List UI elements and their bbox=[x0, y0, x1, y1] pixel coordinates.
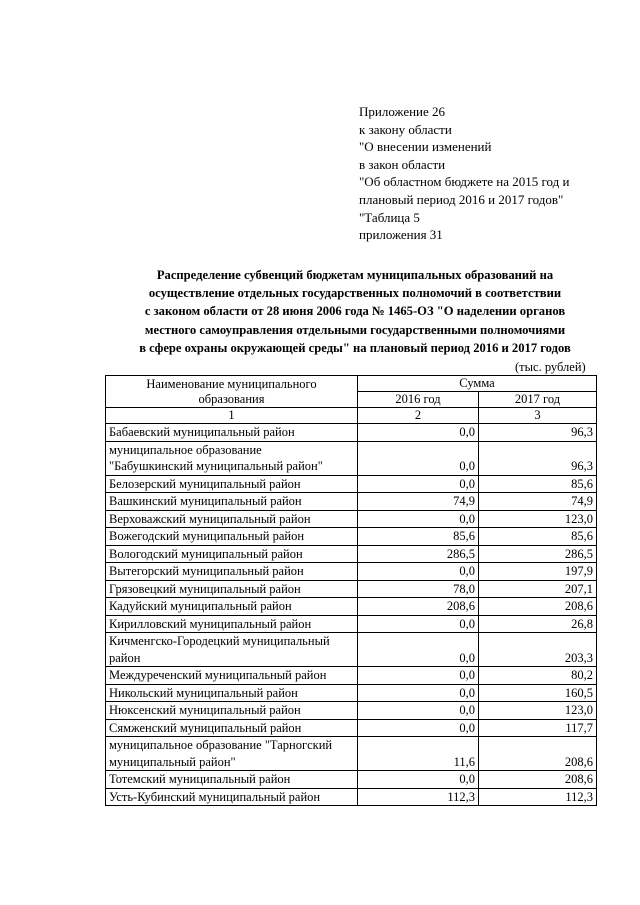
table-row bbox=[106, 633, 597, 667]
table-row bbox=[106, 528, 597, 546]
table-row bbox=[106, 719, 597, 737]
value-2016: 0,0 bbox=[358, 510, 479, 528]
municipality-name-line: Кичменгско-Городецкий муниципальный bbox=[109, 634, 330, 648]
municipality-name bbox=[106, 633, 358, 667]
municipality-name bbox=[106, 545, 358, 563]
value-2017: 117,7 bbox=[479, 719, 597, 737]
table-row bbox=[106, 598, 597, 616]
value-2017: 208,6 bbox=[479, 598, 597, 616]
table-row bbox=[106, 788, 597, 806]
value-2016: 0,0 bbox=[358, 633, 479, 667]
table-body bbox=[106, 424, 597, 806]
value-2017: 96,3 bbox=[479, 441, 597, 475]
municipality-name-line: Вожегодский муниципальный район bbox=[109, 529, 305, 543]
table-row bbox=[106, 580, 597, 598]
subsidy-table bbox=[105, 375, 597, 806]
value-2016: 0,0 bbox=[358, 702, 479, 720]
value-2017: 160,5 bbox=[479, 684, 597, 702]
table-row bbox=[106, 737, 597, 771]
municipality-name-line: Бабаевский муниципальный район bbox=[109, 425, 295, 439]
header-line: плановый период 2016 и 2017 годов" bbox=[359, 191, 564, 207]
municipality-name-line: Нюксенский муниципальный район bbox=[109, 703, 301, 717]
header-line: "Таблица 5 bbox=[359, 209, 420, 225]
municipality-name bbox=[106, 510, 358, 528]
municipality-name bbox=[106, 580, 358, 598]
value-2017: 85,6 bbox=[479, 475, 597, 493]
value-2017: 85,6 bbox=[479, 528, 597, 546]
value-2017: 203,3 bbox=[479, 633, 597, 667]
table-index-row bbox=[106, 408, 597, 424]
municipality-name-line: Сямженский муниципальный район bbox=[109, 720, 302, 735]
municipality-name bbox=[106, 424, 358, 442]
column-header-name-line: Наименование муниципального bbox=[146, 376, 317, 391]
units-label: (тыс. рублей) bbox=[515, 360, 586, 374]
table-row bbox=[106, 563, 597, 581]
table-row bbox=[106, 771, 597, 789]
municipality-name-line: Никольский муниципальный район bbox=[109, 685, 298, 700]
header-line: в закон области bbox=[359, 156, 446, 172]
document-title bbox=[60, 266, 640, 357]
table-row bbox=[106, 615, 597, 633]
value-2016: 11,6 bbox=[358, 737, 479, 771]
municipality-name bbox=[106, 737, 358, 771]
value-2017: 96,3 bbox=[479, 424, 597, 442]
municipality-name-line: Междуреченский муниципальный район bbox=[109, 668, 327, 682]
value-2017: 207,1 bbox=[479, 580, 597, 598]
value-2016: 0,0 bbox=[358, 475, 479, 493]
table-row bbox=[106, 493, 597, 511]
value-2016: 0,0 bbox=[358, 719, 479, 737]
title-line: осуществление отдельных государственных полномочий в соответствии bbox=[148, 286, 562, 301]
municipality-name bbox=[106, 528, 358, 546]
value-2016: 0,0 bbox=[358, 771, 479, 789]
header-line: "О внесении изменений bbox=[359, 139, 492, 155]
table-row bbox=[106, 424, 597, 442]
municipality-name bbox=[106, 788, 358, 806]
municipality-name bbox=[106, 615, 358, 633]
municipality-name bbox=[106, 598, 358, 616]
value-2017: 74,9 bbox=[479, 493, 597, 511]
value-2017: 112,3 bbox=[479, 788, 597, 806]
table-row bbox=[106, 545, 597, 563]
value-2016: 0,0 bbox=[358, 667, 479, 685]
municipality-name bbox=[106, 441, 358, 475]
header-line: Приложение 26 bbox=[359, 104, 446, 119]
table-row bbox=[106, 475, 597, 493]
table-row bbox=[106, 441, 597, 475]
value-2016: 74,9 bbox=[358, 493, 479, 511]
value-2016: 78,0 bbox=[358, 580, 479, 598]
title-line: с законом области от 28 июня 2006 года № 1465-ОЗ "О наделении органов bbox=[144, 304, 566, 319]
column-header-name bbox=[106, 376, 358, 408]
column-index: 2 bbox=[358, 408, 479, 424]
table-header-row bbox=[106, 376, 597, 392]
municipality-name-line: Усть-Кубинский муниципальный район bbox=[109, 789, 321, 804]
value-2016: 112,3 bbox=[358, 788, 479, 806]
municipality-name bbox=[106, 719, 358, 737]
municipality-name-line: Верховажский муниципальный район bbox=[109, 511, 311, 526]
value-2016: 0,0 bbox=[358, 424, 479, 442]
municipality-name bbox=[106, 771, 358, 789]
municipality-name bbox=[106, 667, 358, 685]
municipality-name-line: Кирилловский муниципальный район bbox=[109, 616, 312, 631]
value-2017: 197,9 bbox=[479, 563, 597, 581]
column-index: 1 bbox=[106, 408, 358, 424]
value-2016: 0,0 bbox=[358, 563, 479, 581]
municipality-name-line: район bbox=[109, 650, 141, 665]
value-2017: 123,0 bbox=[479, 702, 597, 720]
value-2016: 208,6 bbox=[358, 598, 479, 616]
appendix-header bbox=[359, 103, 570, 244]
value-2016: 0,0 bbox=[358, 615, 479, 633]
column-header-2017: 2017 год bbox=[479, 392, 597, 408]
municipality-name bbox=[106, 475, 358, 493]
municipality-name bbox=[106, 684, 358, 702]
header-line: "Об областном бюджете на 2015 год и bbox=[359, 174, 570, 190]
municipality-name-line: Вашкинский муниципальный район bbox=[109, 494, 302, 508]
municipality-name-line: Вологодский муниципальный район bbox=[109, 546, 303, 561]
municipality-name-line: Вытегорский муниципальный район bbox=[109, 564, 304, 578]
municipality-name bbox=[106, 563, 358, 581]
value-2016: 0,0 bbox=[358, 684, 479, 702]
municipality-name-line: муниципальное образование "Тарногский bbox=[109, 738, 333, 752]
table-row bbox=[106, 667, 597, 685]
table-row bbox=[106, 702, 597, 720]
value-2017: 208,6 bbox=[479, 771, 597, 789]
municipality-name-line: муниципальное образование bbox=[109, 442, 262, 457]
municipality-name-line: Грязовецкий муниципальный район bbox=[109, 581, 301, 596]
municipality-name bbox=[106, 493, 358, 511]
table-row bbox=[106, 510, 597, 528]
header-line: к закону области bbox=[359, 121, 452, 137]
municipality-name bbox=[106, 702, 358, 720]
municipality-name-line: муниципальный район" bbox=[109, 754, 236, 769]
column-header-name-line: образования bbox=[198, 391, 265, 406]
table-row bbox=[106, 684, 597, 702]
municipality-name-line: Кадуйский муниципальный район bbox=[109, 599, 292, 613]
value-2016: 85,6 bbox=[358, 528, 479, 546]
value-2017: 80,2 bbox=[479, 667, 597, 685]
value-2017: 208,6 bbox=[479, 737, 597, 771]
column-index: 3 bbox=[479, 408, 597, 424]
value-2017: 123,0 bbox=[479, 510, 597, 528]
header-line: приложения 31 bbox=[359, 227, 443, 243]
column-header-sum: Сумма bbox=[358, 376, 597, 392]
title-line: в сфере охраны окружающей среды" на плановый период 2016 и 2017 годов bbox=[139, 340, 571, 355]
value-2017: 26,8 bbox=[479, 615, 597, 633]
value-2016: 0,0 bbox=[358, 441, 479, 475]
value-2016: 286,5 bbox=[358, 545, 479, 563]
value-2017: 286,5 bbox=[479, 545, 597, 563]
municipality-name-line: "Бабушкинский муниципальный район" bbox=[109, 459, 323, 473]
column-header-2016: 2016 год bbox=[358, 392, 479, 408]
municipality-name-line: Тотемский муниципальный район bbox=[109, 772, 291, 786]
title-line: местного самоуправления отдельными государственными полномочиями bbox=[144, 322, 566, 337]
title-line: Распределение субвенций бюджетам муниципальных образований на bbox=[156, 268, 554, 282]
municipality-name-line: Белозерский муниципальный район bbox=[109, 476, 301, 491]
